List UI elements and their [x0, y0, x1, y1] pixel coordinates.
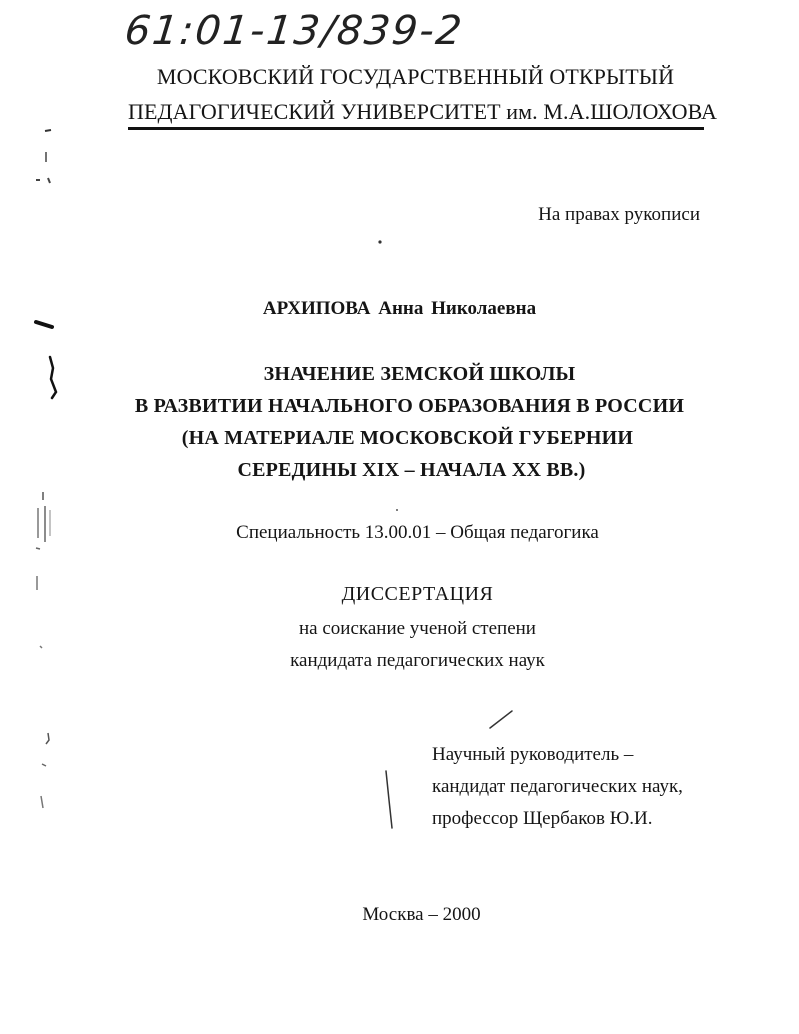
header-rule — [128, 127, 704, 130]
university-name-line2: ПЕДАГОГИЧЕСКИЙ УНИВЕРСИТЕТ им. М.А.ШОЛОХОВА — [128, 99, 717, 124]
supervisor-line2: кандидат педагогических наук, — [432, 776, 683, 797]
archive-number-handwritten: 61:01-13/839-2 — [122, 8, 466, 54]
thesis-title-line3: (НА МАТЕРИАЛЕ МОСКОВСКОЙ ГУБЕРНИИ — [181, 427, 634, 449]
thesis-title-line2: В РАЗВИТИИ НАЧАЛЬНОГО ОБРАЗОВАНИЯ В РОССИИ — [134, 395, 685, 417]
university-name-line1: МОСКОВСКИЙ ГОСУДАРСТВЕННЫЙ ОТКРЫТЫЙ — [156, 64, 675, 89]
degree-line1: на соискание ученой степени — [299, 618, 536, 639]
supervisor-line1: Научный руководитель – — [432, 744, 634, 765]
specialty: Специальность 13.00.01 – Общая педагогика — [236, 522, 599, 543]
city-year: Москва – 2000 — [362, 904, 481, 925]
rights-note: На правах рукописи — [538, 204, 700, 225]
degree-line2: кандидата педагогических наук — [290, 650, 545, 671]
author-name: АРХИПОВА Анна Николаевна — [262, 298, 537, 319]
document-type: ДИССЕРТАЦИЯ — [341, 583, 494, 605]
thesis-title-line1: ЗНАЧЕНИЕ ЗЕМСКОЙ ШКОЛЫ — [263, 363, 576, 385]
thesis-title-line4: СЕРЕДИНЫ XIX – НАЧАЛА XX ВВ.) — [237, 459, 586, 481]
supervisor-line3: профессор Щербаков Ю.И. — [432, 808, 653, 829]
